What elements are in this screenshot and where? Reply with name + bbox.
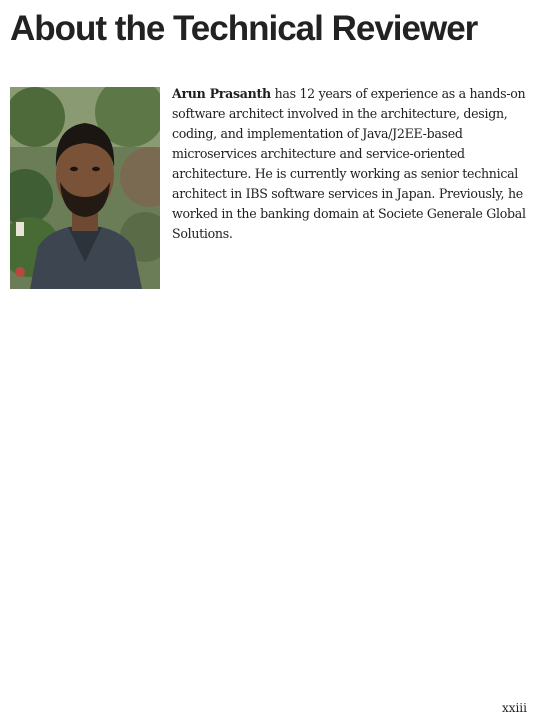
reviewer-bio-text: has 12 years of experience as a hands-on software architect involved in the architecture, design, coding, and implementation of Java/J2EE-based microservices architecture and service-oriented architecture. He is currently working as senior technical architect in IBS software services in Japan. Previously, he worked in the banking domain at Societe Generale Global Solutions.: [172, 86, 526, 241]
page-number: xxiii: [501, 701, 527, 715]
reviewer-bio: [172, 84, 538, 244]
page-title: About the Technical Reviewer: [10, 9, 478, 48]
reviewer-photo: [10, 87, 160, 289]
reviewer-name: Arun Prasanth: [172, 86, 271, 101]
